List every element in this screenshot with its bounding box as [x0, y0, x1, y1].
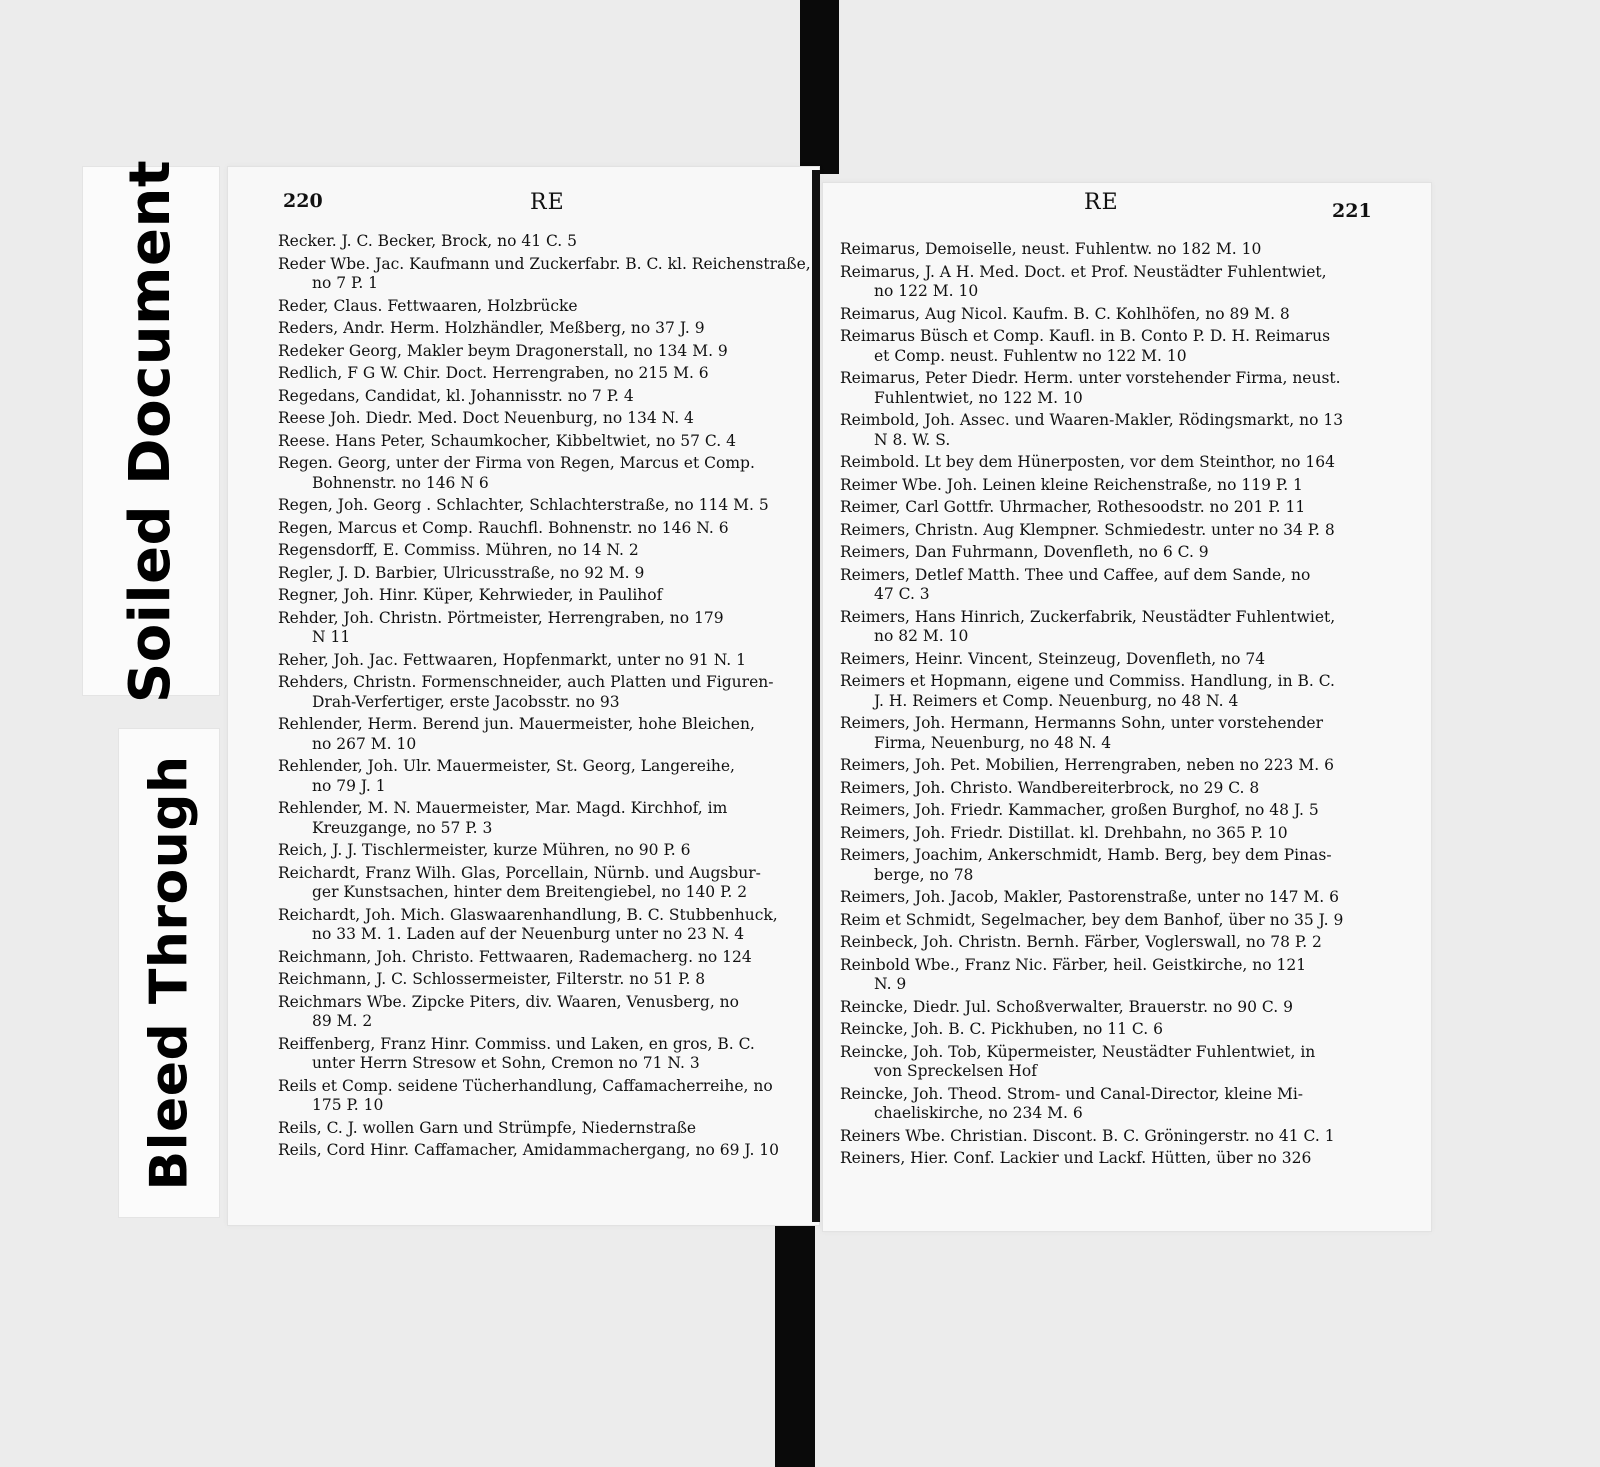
entry-continuation: Drah-Verfertiger, erste Jacobsstr. no 93: [312, 692, 620, 711]
directory-entry: [840, 1043, 1380, 1082]
directory-entry: [278, 993, 812, 1032]
directory-entry: [278, 757, 812, 796]
directory-entry: [278, 319, 812, 339]
entry-continuation: chaeliskirche, no 234 M. 6: [874, 1104, 1083, 1122]
entry-continuation: no 267 M. 10: [312, 734, 417, 753]
entry-text: Regedans, Candidat, kl. Johannisstr. no 7 P. 4: [278, 386, 634, 405]
entry-text: Reimers et Hopmann, eigene und Commiss. Handlung, in B. C.: [840, 672, 1335, 690]
directory-entry: [840, 476, 1380, 496]
entry-continuation: no 79 J. 1: [312, 776, 386, 795]
entry-text: Reincke, Joh. B. C. Pickhuben, no 11 C. 6: [840, 1020, 1163, 1038]
entry-continuation: berge, no 78: [874, 865, 974, 884]
directory-entry: [840, 1149, 1380, 1169]
bleed-through-label: [118, 728, 220, 1218]
entry-text: Reimers, Detlef Matth. Thee und Caffee, auf dem Sande, no: [840, 565, 1311, 584]
directory-entry: [278, 906, 812, 945]
entry-text: Reimarus, Aug Nicol. Kaufm. B. C. Kohlhöfen, no 89 M. 8: [840, 304, 1290, 323]
entry-text: Reincke, Joh. Theod. Strom- und Canal-Director, kleine Mi-: [840, 1084, 1304, 1103]
directory-entry: [840, 411, 1380, 450]
entry-text: Reimbold. Lt bey dem Hünerposten, vor dem Steinthor, no 164: [840, 453, 1335, 471]
entry-text: Reim et Schmidt, Segelmacher, bey dem Banhof, über no 35 J. 9: [840, 910, 1344, 929]
entry-text: Regensdorff, E. Commiss. Mühren, no 14 N. 2: [278, 541, 639, 559]
directory-entry: [278, 564, 812, 584]
entry-text: Rehder, Joh. Christn. Pörtmeister, Herrengraben, no 179: [278, 608, 724, 627]
directory-entry: [278, 715, 812, 754]
entry-text: Reils et Comp. seidene Tücherhandlung, Caffamacherreihe, no: [278, 1076, 773, 1095]
directory-entry: [278, 519, 812, 539]
entry-text: Reimarus Büsch et Comp. Kaufl. in B. Conto P. D. H. Reimarus: [840, 327, 1331, 345]
entry-continuation: N. 9: [874, 975, 907, 993]
entry-text: Reimarus, J. A H. Med. Doct. et Prof. Neustädter Fuhlentwiet,: [840, 262, 1327, 281]
entry-continuation: J. H. Reimers et Comp. Neuenburg, no 48 N. 4: [874, 691, 1239, 710]
entry-text: Reimers, Christn. Aug Klempner. Schmiedestr. unter no 34 P. 8: [840, 520, 1335, 539]
directory-entry: [840, 650, 1380, 670]
entry-text: Rehlender, Herm. Berend jun. Mauermeister, hohe Bleichen,: [278, 715, 755, 733]
entry-text: Regen, Marcus et Comp. Rauchfl. Bohnenstr. no 146 N. 6: [278, 518, 729, 537]
entry-text: Reimarus, Peter Diedr. Herm. unter vorstehender Firma, neust.: [840, 369, 1341, 387]
entry-continuation: no 7 P. 1: [312, 274, 379, 292]
directory-entry: [840, 608, 1380, 647]
directory-entry: [840, 327, 1380, 366]
entry-text: Recker. J. C. Becker, Brock, no 41 C. 5: [278, 232, 578, 250]
binding-strip-top: [800, 0, 839, 174]
entry-text: Reiners Wbe. Christian. Discont. B. C. Gröningerstr. no 41 C. 1: [840, 1126, 1335, 1145]
directory-entry: [840, 756, 1380, 776]
directory-entry: [840, 498, 1380, 518]
directory-entry: [278, 841, 812, 861]
entry-text: Rehlender, Joh. Ulr. Mauermeister, St. Georg, Langereihe,: [278, 757, 735, 775]
entry-text: Rehders, Christn. Formenschneider, auch Platten und Figuren-: [278, 673, 774, 691]
entry-continuation: no 122 M. 10: [874, 282, 979, 300]
directory-entry: [278, 1119, 812, 1139]
directory-entry: [278, 454, 812, 493]
entry-text: Reder Wbe. Jac. Kaufmann und Zuckerfabr. B. C. kl. Reichenstraße,: [278, 254, 811, 273]
directory-entry: [840, 369, 1380, 408]
entry-continuation: Bohnenstr. no 146 N 6: [312, 473, 489, 492]
bleed-through-text: Bleed Through: [139, 755, 200, 1191]
directory-entry: [278, 541, 812, 561]
entry-text: Rehlender, M. N. Mauermeister, Mar. Magd. Kirchhof, im: [278, 799, 728, 817]
entry-text: Regen, Joh. Georg . Schlachter, Schlachterstraße, no 114 M. 5: [278, 496, 769, 514]
entry-text: Reichardt, Joh. Mich. Glaswaarenhandlung, B. C. Stubbenhuck,: [278, 905, 778, 924]
left-page-number: 220: [283, 190, 323, 212]
directory-entry: [840, 846, 1380, 885]
directory-entry: [278, 1141, 812, 1161]
directory-entry: [840, 888, 1380, 908]
entry-continuation: 175 P. 10: [312, 1096, 384, 1114]
soiled-document-text: Soiled Document: [118, 159, 184, 703]
entry-text: Reimers, Hans Hinrich, Zuckerfabrik, Neustädter Fuhlentwiet,: [840, 607, 1336, 626]
entry-text: Reimbold, Joh. Assec. und Waaren-Makler, Rödingsmarkt, no 13: [840, 411, 1344, 429]
directory-entry: [278, 297, 812, 317]
entry-text: Reese Joh. Diedr. Med. Doct Neuenburg, no 134 N. 4: [278, 409, 694, 427]
entry-text: Reimer, Carl Gottfr. Uhrmacher, Rothesoodstr. no 201 P. 11: [840, 498, 1306, 516]
directory-entry: [278, 232, 812, 252]
directory-entry: [840, 956, 1380, 995]
directory-entry: [840, 911, 1380, 931]
binding-strip-bottom: [775, 1226, 815, 1467]
entry-text: Reese. Hans Peter, Schaumkocher, Kibbeltwiet, no 57 C. 4: [278, 431, 736, 450]
directory-entry: [278, 432, 812, 452]
directory-entry: [278, 651, 812, 671]
directory-entry: [840, 933, 1380, 953]
entry-text: Reimer Wbe. Joh. Leinen kleine Reichenstraße, no 119 P. 1: [840, 475, 1303, 494]
directory-entry: [840, 801, 1380, 821]
entry-text: Reimers, Joh. Friedr. Distillat. kl. Drehbahn, no 365 P. 10: [840, 823, 1288, 842]
entry-continuation: Kreuzgange, no 57 P. 3: [312, 818, 493, 837]
entry-text: Reimers, Dan Fuhrmann, Dovenfleth, no 6 C. 9: [840, 543, 1209, 561]
directory-entry: [278, 342, 812, 362]
entry-text: Reimers, Joh. Hermann, Hermanns Sohn, unter vorstehender: [840, 714, 1323, 732]
directory-entry: [840, 714, 1380, 753]
directory-entry: [840, 1127, 1380, 1147]
entry-text: Regler, J. D. Barbier, Ulricusstraße, no 92 M. 9: [278, 563, 645, 582]
entry-text: Reincke, Diedr. Jul. Schoßverwalter, Brauerstr. no 90 C. 9: [840, 997, 1293, 1016]
directory-entry: [278, 799, 812, 838]
directory-entry: [278, 255, 812, 294]
entry-text: Reichmann, Joh. Christo. Fettwaaren, Rademacherg. no 124: [278, 947, 752, 966]
directory-entry: [840, 453, 1380, 473]
directory-entry: [840, 779, 1380, 799]
directory-entry: [840, 1085, 1380, 1124]
entry-text: Reils, C. J. wollen Garn und Strümpfe, Niedernstraße: [278, 1118, 697, 1137]
entry-text: Redeker Georg, Makler beym Dragonerstall, no 134 M. 9: [278, 341, 728, 360]
directory-entry: [840, 566, 1380, 605]
entry-text: Reich, J. J. Tischlermeister, kurze Mühren, no 90 P. 6: [278, 841, 691, 859]
entry-text: Reimers, Heinr. Vincent, Steinzeug, Dovenfleth, no 74: [840, 649, 1266, 668]
directory-entry: [278, 387, 812, 407]
directory-entry: [840, 240, 1380, 260]
directory-entry: [278, 864, 812, 903]
entry-text: Reinbeck, Joh. Christn. Bernh. Färber, Voglerswall, no 78 P. 2: [840, 933, 1322, 951]
directory-entry: [278, 970, 812, 990]
directory-entry: [840, 543, 1380, 563]
entry-continuation: no 33 M. 1. Laden auf der Neuenburg unter no 23 N. 4: [312, 925, 745, 943]
entry-continuation: no 82 M. 10: [874, 627, 969, 645]
entry-text: Reimers, Joachim, Ankerschmidt, Hamb. Berg, bey dem Pinas-: [840, 846, 1332, 864]
directory-entry: [840, 672, 1380, 711]
entry-text: Reimers, Joh. Pet. Mobilien, Herrengraben, neben no 223 M. 6: [840, 756, 1334, 774]
left-entry-list: [278, 232, 812, 1164]
directory-entry: [840, 998, 1380, 1018]
entry-text: Reichmars Wbe. Zipcke Piters, div. Waaren, Venusberg, no: [278, 992, 739, 1011]
entry-text: Reiffenberg, Franz Hinr. Commiss. und Laken, en gros, B. C.: [278, 1034, 755, 1053]
entry-text: Regner, Joh. Hinr. Küper, Kehrwieder, in Paulihof: [278, 586, 663, 604]
entry-text: Reimers, Joh. Christo. Wandbereiterbrock, no 29 C. 8: [840, 778, 1260, 797]
entry-text: Reimers, Joh. Friedr. Kammacher, großen Burghof, no 48 J. 5: [840, 801, 1319, 819]
entry-text: Reiners, Hier. Conf. Lackier und Lackf. Hütten, über no 326: [840, 1149, 1312, 1167]
right-page-number: 221: [1332, 200, 1372, 222]
directory-entry: [278, 1035, 812, 1074]
entry-text: Reimers, Joh. Jacob, Makler, Pastorenstraße, unter no 147 M. 6: [840, 888, 1340, 906]
entry-continuation: et Comp. neust. Fuhlentw no 122 M. 10: [874, 346, 1187, 365]
directory-entry: [278, 496, 812, 516]
entry-text: Reher, Joh. Jac. Fettwaaren, Hopfenmarkt, unter no 91 N. 1: [278, 650, 747, 669]
left-running-header: RE: [530, 190, 565, 215]
page-gutter: [812, 170, 820, 1222]
directory-entry: [278, 673, 812, 712]
entry-text: Reils, Cord Hinr. Caffamacher, Amidammachergang, no 69 J. 10: [278, 1141, 780, 1159]
entry-text: Reincke, Joh. Tob, Küpermeister, Neustädter Fuhlentwiet, in: [840, 1042, 1316, 1061]
entry-text: Regen. Georg, unter der Firma von Regen, Marcus et Comp.: [278, 454, 755, 472]
directory-entry: [278, 948, 812, 968]
entry-continuation: ger Kunstsachen, hinter dem Breitengiebel, no 140 P. 2: [312, 883, 748, 901]
directory-entry: [278, 609, 812, 648]
directory-entry: [840, 1020, 1380, 1040]
right-running-header: RE: [1084, 190, 1119, 215]
directory-entry: [840, 305, 1380, 325]
directory-entry: [840, 263, 1380, 302]
entry-continuation: von Spreckelsen Hof: [874, 1062, 1037, 1080]
entry-continuation: unter Herrn Stresow et Sohn, Cremon no 71 N. 3: [312, 1054, 700, 1072]
directory-entry: [840, 824, 1380, 844]
entry-text: Reinbold Wbe., Franz Nic. Färber, heil. Geistkirche, no 121: [840, 955, 1307, 974]
directory-entry: [278, 364, 812, 384]
entry-text: Reimarus, Demoiselle, neust. Fuhlentw. no 182 M. 10: [840, 240, 1262, 258]
entry-continuation: N 11: [312, 628, 351, 646]
directory-entry: [840, 521, 1380, 541]
entry-continuation: Fuhlentwiet, no 122 M. 10: [874, 388, 1083, 407]
entry-continuation: Firma, Neuenburg, no 48 N. 4: [874, 733, 1112, 752]
soiled-document-label: [82, 159, 220, 703]
right-entry-list: [840, 240, 1380, 1172]
directory-entry: [278, 1077, 812, 1116]
entry-text: Reder, Claus. Fettwaaren, Holzbrücke: [278, 296, 578, 315]
entry-text: Redlich, F G W. Chir. Doct. Herrengraben, no 215 M. 6: [278, 364, 709, 382]
directory-entry: [278, 409, 812, 429]
entry-continuation: 47 C. 3: [874, 585, 930, 603]
entry-text: Reichmann, J. C. Schlossermeister, Filterstr. no 51 P. 8: [278, 970, 706, 988]
entry-text: Reders, Andr. Herm. Holzhändler, Meßberg, no 37 J. 9: [278, 319, 705, 337]
entry-continuation: 89 M. 2: [312, 1012, 373, 1030]
directory-entry: [278, 586, 812, 606]
entry-continuation: N 8. W. S.: [874, 430, 951, 449]
entry-text: Reichardt, Franz Wilh. Glas, Porcellain, Nürnb. und Augsbur-: [278, 863, 761, 882]
